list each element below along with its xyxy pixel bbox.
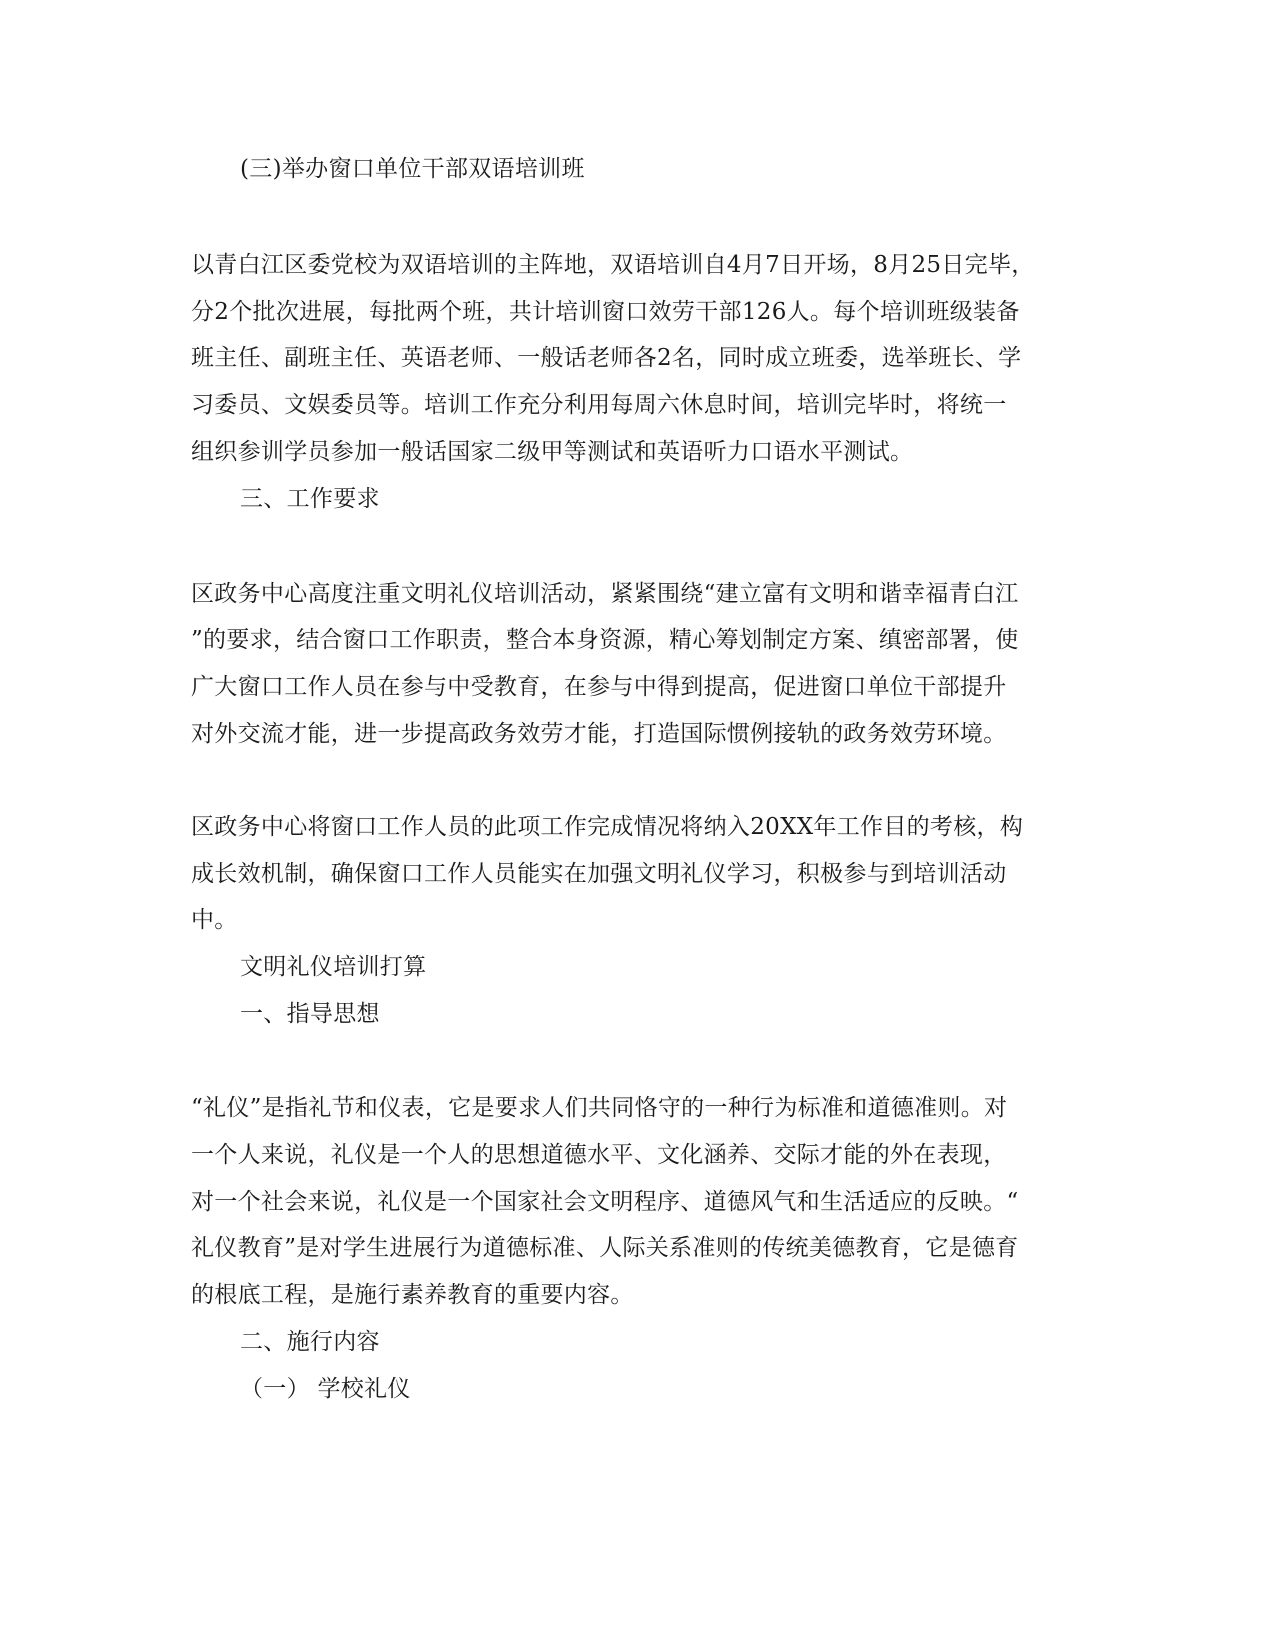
paragraph-line: 中。	[191, 907, 238, 933]
plan-title: 文明礼仪培训打算	[240, 954, 427, 980]
guiding-heading: 一、指导思想	[240, 1001, 380, 1027]
section-3-heading: (三)举办窗口单位干部双语培训班	[240, 156, 585, 182]
paragraph-line: 的根底工程，是施行素养教育的重要内容。	[191, 1282, 634, 1308]
paragraph-line: ”的要求，结合窗口工作职责，整合本身资源，精心筹划制定方案、缜密部署，使	[191, 627, 1019, 653]
school-etiquette-heading: （一） 学校礼仪	[240, 1376, 411, 1402]
paragraph-line: 习委员、文娱委员等。培训工作充分利用每周六休息时间，培训完毕时，将统一	[191, 392, 1007, 418]
paragraph-line: “礼仪”是指礼节和仪表，它是要求人们共同恪守的一种行为标准和道德准则。对	[191, 1095, 1008, 1121]
work-requirements-heading: 三、工作要求	[240, 486, 380, 512]
paragraph-line: 成长效机制，确保窗口工作人员能实在加强文明礼仪学习，积极参与到培训活动	[191, 861, 1007, 887]
paragraph-line: 区政务中心将窗口工作人员的此项工作完成情况将纳入20XX年工作目的考核，构	[191, 814, 1024, 840]
paragraph-line: 对外交流才能，进一步提高政务效劳才能，打造国际惯例接轨的政务效劳环境。	[191, 721, 1007, 747]
paragraph-line: 班主任、副班主任、英语老师、一般话老师各2名，同时成立班委，选举班长、学	[191, 345, 1022, 371]
paragraph-line: 组织参训学员参加一般话国家二级甲等测试和英语听力口语水平测试。	[191, 439, 914, 465]
paragraph-line: 广大窗口工作人员在参与中受教育，在参与中得到提高，促进窗口单位干部提升	[191, 674, 1007, 700]
paragraph-line: 礼仪教育”是对学生进展行为道德标准、人际关系准则的传统美德教育，它是德育	[191, 1235, 1019, 1261]
paragraph-line: 区政务中心高度注重文明礼仪培训活动，紧紧围绕“建立富有文明和谐幸福青白江	[191, 581, 1019, 607]
paragraph-line: 一个人来说，礼仪是一个人的思想道德水平、文化涵养、交际才能的外在表现，	[191, 1142, 1007, 1168]
paragraph-line: 对一个社会来说，礼仪是一个国家社会文明程序、道德风气和生活适应的反映。“	[191, 1189, 1019, 1215]
content-heading: 二、施行内容	[240, 1329, 380, 1355]
paragraph-line: 分2个批次进展，每批两个班，共计培训窗口效劳干部126人。每个培训班级装备	[191, 299, 1020, 325]
paragraph-line: 以青白江区委党校为双语培训的主阵地，双语培训自4月7日开场，8月25日完毕，	[191, 252, 1035, 278]
